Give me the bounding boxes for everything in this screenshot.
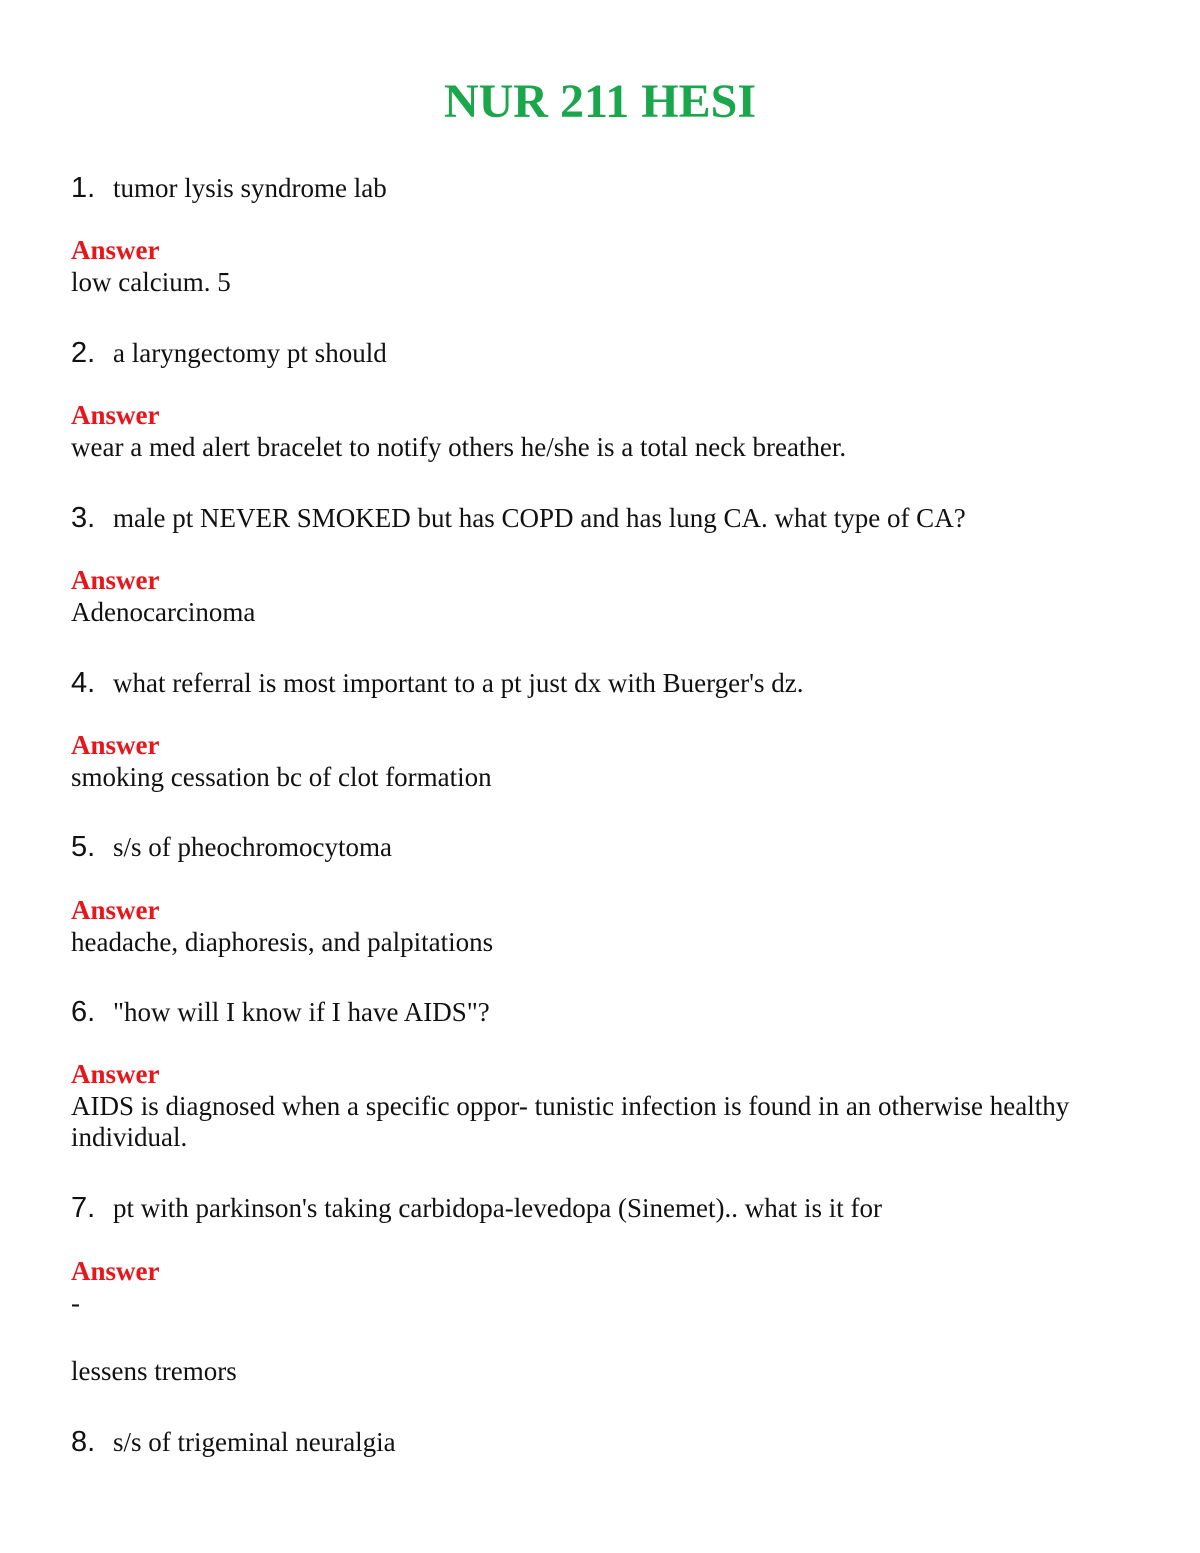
answer-label: Answer [71,895,160,925]
question-5 [71,830,392,864]
question-number: 6. [71,996,96,1028]
answer-label: Answer [71,1256,160,1286]
question-number: 4. [71,667,96,699]
question-number: 8. [71,1426,96,1458]
question-text: pt with parkinson's taking carbidopa-levedopa (Sinemet).. what is it for [113,1193,882,1223]
answer-text-4: smoking cessation bc of clot formation [71,762,492,792]
answer-label: Answer [71,730,160,760]
answer-text-5: headache, diaphoresis, and palpitations [71,927,494,957]
question-6 [71,995,490,1029]
answer-text-1: low calcium. 5 [71,267,231,297]
answer-label: Answer [71,235,160,265]
answer-text-6: AIDS is diagnosed when a specific oppor- tunistic infection is found in an otherwise healthy individual. [71,1091,1070,1152]
question-text: s/s of pheochromocytoma [113,832,392,862]
answer-text-7: lessens tremors [71,1356,237,1386]
question-7 [71,1191,882,1225]
answer-label: Answer [71,1059,160,1089]
question-8 [71,1425,396,1459]
question-2 [71,336,387,370]
answer-dash-7: - [71,1288,80,1318]
question-number: 3. [71,502,96,534]
question-number: 5. [71,831,96,863]
answer-text-3: Adenocarcinoma [71,597,256,627]
question-number: 1. [71,172,96,204]
document-title: NUR 211 HESI [443,75,757,128]
question-number: 2. [71,337,96,369]
question-text: what referral is most important to a pt just dx with Buerger's dz. [113,668,804,698]
answer-text-2: wear a med alert bracelet to notify others he/she is a total neck breather. [71,432,847,462]
question-text: male pt NEVER SMOKED but has COPD and has lung CA. what type of CA? [113,503,966,533]
question-text: "how will I know if I have AIDS"? [113,997,490,1027]
question-1 [71,171,387,205]
answer-label: Answer [71,400,160,430]
question-4 [71,666,803,700]
question-text: s/s of trigeminal neuralgia [113,1427,396,1457]
answer-label: Answer [71,565,160,595]
question-number: 7. [71,1192,96,1224]
question-text: a laryngectomy pt should [113,338,387,368]
question-text: tumor lysis syndrome lab [113,173,387,203]
question-3 [71,501,966,535]
